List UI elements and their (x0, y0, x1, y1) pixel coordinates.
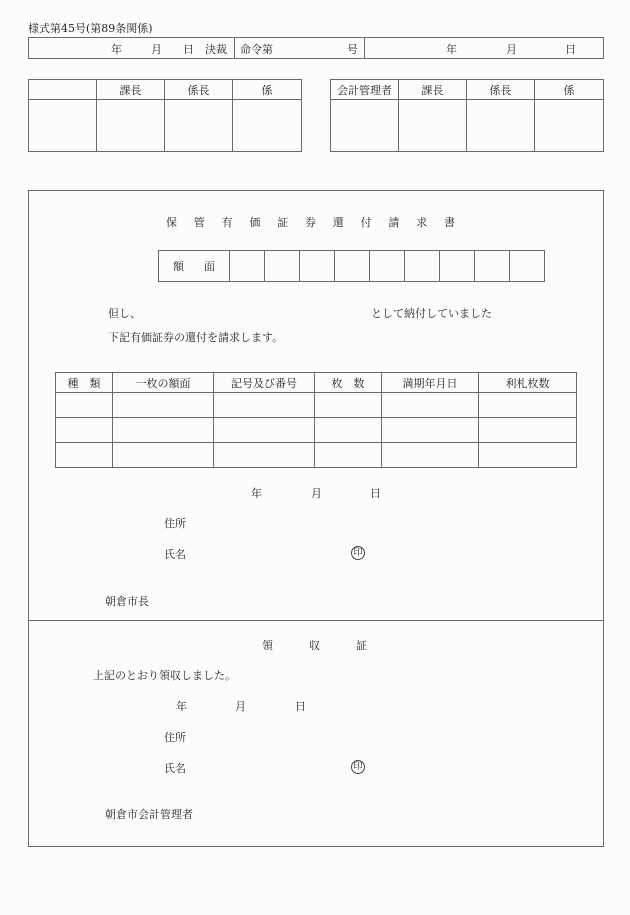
table-cell[interactable] (315, 443, 382, 468)
title-char: 請 (388, 216, 400, 229)
title-char: 付 (360, 216, 372, 229)
request-address-label: 住所 (164, 517, 186, 530)
approval-stamp-cell[interactable] (165, 100, 233, 152)
approval-header: 係 (233, 80, 302, 100)
request-title (166, 214, 466, 230)
note-suffix: として納付していました (371, 307, 492, 320)
column-header: 枚 数 (315, 373, 382, 393)
receipt-signer: 朝倉市会計管理者 (105, 808, 193, 821)
amount-digit-cell[interactable] (510, 251, 545, 282)
approval-stamp-cell[interactable] (399, 100, 467, 152)
table-cell[interactable] (56, 443, 113, 468)
approval-stamp-cell[interactable] (97, 100, 165, 152)
title-char: 価 (249, 216, 261, 229)
approval-header: 会計管理者 (331, 80, 399, 100)
table-cell[interactable] (315, 393, 382, 418)
receipt-title (262, 637, 382, 653)
amount-digit-cell[interactable] (335, 251, 370, 282)
table-cell[interactable] (56, 393, 113, 418)
column-header: 記号及び番号 (214, 373, 315, 393)
amount-digit-cell[interactable] (370, 251, 405, 282)
title-char: 還 (332, 216, 344, 229)
header-divider (364, 38, 365, 58)
amount-digit-cell[interactable] (300, 251, 335, 282)
title-char: 管 (193, 216, 205, 229)
approval-stamp-cell[interactable] (535, 100, 604, 152)
approval-table-right (330, 79, 604, 152)
header-divider (234, 38, 235, 58)
table-cell[interactable] (113, 393, 214, 418)
table-cell[interactable] (214, 418, 315, 443)
table-cell[interactable] (382, 393, 479, 418)
table-cell[interactable] (479, 443, 577, 468)
form-label: 様式第45号(第89条関係) (28, 22, 153, 35)
receipt-date-year: 年 (176, 700, 187, 713)
table-cell[interactable] (214, 443, 315, 468)
table-cell[interactable] (382, 443, 479, 468)
decision-label: 決裁 (205, 43, 227, 56)
approval-stamp-cell[interactable] (331, 100, 399, 152)
approval-header (29, 80, 97, 100)
request-date-day: 日 (370, 487, 381, 500)
table-row (56, 393, 577, 418)
approval-header: 課長 (399, 80, 467, 100)
amount-label-char: 面 (204, 260, 215, 273)
column-header: 利札枚数 (479, 373, 577, 393)
column-header: 種 類 (56, 373, 113, 393)
seal-icon: 印 (351, 760, 365, 774)
decision-day: 日 (183, 43, 194, 56)
title-char: 保 (166, 216, 177, 229)
title-char: 有 (221, 216, 233, 229)
title-char: 求 (416, 216, 428, 229)
table-row (56, 443, 577, 468)
title-char: 券 (305, 216, 316, 229)
request-date-month: 月 (311, 487, 322, 500)
receipt-statement: 上記のとおり領収しました。 (93, 669, 236, 682)
amount-digit-cell[interactable] (475, 251, 510, 282)
approval-table-left (28, 79, 302, 152)
securities-table (55, 372, 577, 468)
approval-stamp-cell[interactable] (467, 100, 535, 152)
order-label: 命令第 (240, 43, 273, 56)
approval-header: 課長 (97, 80, 165, 100)
receipt-date-month: 月 (235, 700, 246, 713)
receipt-date-day: 日 (295, 700, 306, 713)
amount-table (158, 250, 545, 282)
amount-digit-cell[interactable] (440, 251, 475, 282)
request-form-box (28, 190, 604, 847)
receipt-name-label: 氏名 (164, 762, 186, 775)
title-char: 証 (356, 639, 367, 652)
column-header: 満期年月日 (382, 373, 479, 393)
request-name-label: 氏名 (164, 548, 186, 561)
amount-digit-cell[interactable] (230, 251, 265, 282)
order-suffix: 号 (347, 43, 358, 56)
title-char: 領 (262, 639, 273, 652)
column-header: 一枚の額面 (113, 373, 214, 393)
title-char: 収 (309, 639, 320, 652)
seal-icon: 印 (351, 546, 365, 560)
addressee: 朝倉市長 (105, 595, 149, 608)
note-prefix: 但し、 (108, 307, 141, 320)
section-divider (28, 620, 603, 621)
table-cell[interactable] (382, 418, 479, 443)
decision-month: 月 (151, 43, 162, 56)
approval-stamp-cell[interactable] (29, 100, 97, 152)
table-cell[interactable] (113, 443, 214, 468)
decision-year: 年 (111, 43, 122, 56)
request-date-year: 年 (251, 487, 262, 500)
amount-label-char: 額 (173, 260, 184, 273)
approval-header: 係長 (467, 80, 535, 100)
approval-header: 係長 (165, 80, 233, 100)
date-month: 月 (506, 43, 517, 56)
table-cell[interactable] (315, 418, 382, 443)
table-cell[interactable] (214, 393, 315, 418)
table-cell[interactable] (113, 418, 214, 443)
approval-header: 係 (535, 80, 604, 100)
amount-label (159, 251, 230, 282)
amount-digit-cell[interactable] (265, 251, 300, 282)
date-day: 日 (565, 43, 576, 56)
note-line2: 下記有価証券の還付を請求します。 (108, 331, 284, 344)
amount-digit-cell[interactable] (405, 251, 440, 282)
header-row (28, 37, 604, 59)
table-cell[interactable] (479, 418, 577, 443)
table-cell[interactable] (56, 418, 113, 443)
title-char: 証 (277, 216, 289, 229)
date-year: 年 (446, 43, 457, 56)
table-cell[interactable] (479, 393, 577, 418)
table-row (56, 418, 577, 443)
title-char: 書 (444, 216, 455, 229)
receipt-address-label: 住所 (164, 731, 186, 744)
approval-stamp-cell[interactable] (233, 100, 302, 152)
